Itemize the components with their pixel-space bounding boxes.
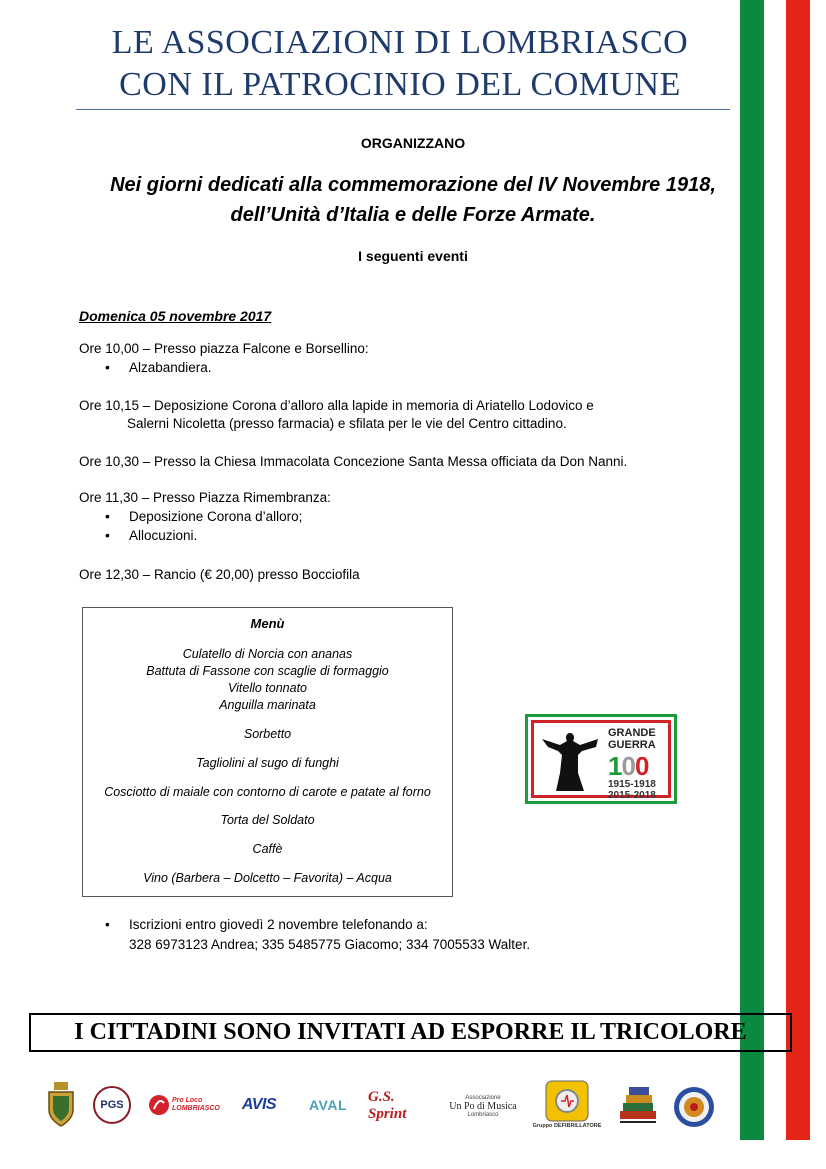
un-po-top-label: Associazione <box>465 1094 501 1101</box>
menu-box <box>82 607 453 897</box>
event-text-continued: Salerni Nicoletta (presso farmacia) e sfilata per le vie del Centro cittadino. <box>127 416 567 431</box>
menu-item: Torta del Soldato <box>220 813 315 827</box>
title-line-1: LE ASSOCIAZIONI DI LOMBRIASCO <box>111 24 689 61</box>
event-bullets <box>79 507 331 545</box>
menu-item: Anguilla marinata <box>219 698 316 712</box>
menu-title: Menù <box>250 616 285 631</box>
defibrillator-icon <box>544 1079 590 1123</box>
event-text: Ore 12,30 – Rancio (€ 20,00) presso Bocciofila <box>79 567 360 582</box>
date-heading: Domenica 05 novembre 2017 <box>79 308 272 324</box>
pgs-label: PGS <box>100 1099 124 1111</box>
gg-years-1: 1915-1918 <box>608 779 656 790</box>
event-text: Ore 10,30 – Presso la Chiesa Immacolata Concezione Santa Messa officiata da Don Nanni. <box>79 454 628 469</box>
books-icon <box>614 1081 662 1129</box>
registration-row <box>79 915 530 955</box>
aval-logo <box>302 1091 354 1119</box>
bullet-item: • Alzabandiera. <box>79 358 369 377</box>
seal-icon <box>673 1086 715 1128</box>
pgs-circle <box>93 1086 131 1124</box>
defibrillatore-logo <box>530 1075 604 1133</box>
event-1015 <box>79 397 594 433</box>
comune-crest-logo <box>45 1079 77 1129</box>
bullet-item: • Deposizione Corona d’alloro; <box>79 507 331 526</box>
menu-item: Sorbetto <box>243 727 292 741</box>
organizzano-label: ORGANIZZANO <box>360 135 466 151</box>
gs-sprint-label: G.S. Sprint <box>368 1089 407 1122</box>
un-po-bottom-label: Lombriasco <box>467 1111 499 1118</box>
un-po-di-musica-logo <box>442 1083 524 1129</box>
event-1230 <box>79 566 360 584</box>
defib-label: Gruppo DEFIBRILLATORE <box>532 1123 602 1129</box>
sponsor-logos <box>40 1075 730 1135</box>
subtitle-line-1: Nei giorni dedicati alla commemorazione del IV Novembre 1918, <box>110 174 716 196</box>
grande-guerra-logo <box>525 714 677 804</box>
grande-guerra-title <box>608 727 656 751</box>
header-divider <box>76 109 730 110</box>
subtitle <box>76 170 750 230</box>
un-po-label: Un Po di Musica <box>449 1100 517 1112</box>
event-1030 <box>79 453 627 471</box>
menu-item: Cosciotto di maiale con contorno di carote e patate al forno <box>104 785 431 799</box>
event-bullets <box>79 358 369 377</box>
biblioteca-logo <box>612 1079 664 1131</box>
gg-years <box>608 779 656 801</box>
title-line-2: CON IL PATROCINIO DEL COMUNE <box>119 66 681 103</box>
gg-number <box>608 751 648 782</box>
menu-item: Battuta di Fassone con scaglie di formaggio <box>146 664 389 678</box>
registration-info <box>79 915 530 955</box>
association-seal-logo <box>672 1085 716 1129</box>
flag-stripe-red <box>786 0 810 1140</box>
event-1130 <box>79 489 331 545</box>
registration-phones: 328 6973123 Andrea; 335 5485775 Giacomo; 334 7005533 Walter. <box>129 937 531 952</box>
page-title <box>60 22 740 106</box>
aval-label: AVAL <box>308 1097 348 1113</box>
gg-years-2: 2015-2018 <box>608 790 656 801</box>
subtitle-line-2: dell’Unità d’Italia e delle Forze Armate. <box>230 204 596 226</box>
menu-item: Vitello tonnato <box>228 681 307 695</box>
menu-item: Caffè <box>252 842 283 856</box>
winged-victory-icon <box>540 725 600 795</box>
gg-digit-1: 1 <box>608 751 622 781</box>
avis-logo <box>232 1093 286 1117</box>
tricolore-banner: I CITTADINI SONO INVITATI AD ESPORRE IL TRICOLORE <box>29 1013 792 1052</box>
gg-line-1: GRANDE <box>608 727 656 739</box>
bullet-icon: • <box>105 917 110 932</box>
pgs-logo <box>92 1085 132 1125</box>
pro-loco-icon <box>148 1094 170 1116</box>
gg-digit-3: 0 <box>634 751 649 781</box>
event-1000 <box>79 340 369 377</box>
avis-label: AVIS <box>241 1096 277 1113</box>
menu-item: Tagliolini al sugo di funghi <box>196 756 339 770</box>
grande-guerra-frame <box>531 720 671 801</box>
event-text: Ore 10,15 – Deposizione Corona d’alloro alla lapide in memoria di Ariatello Lodovico e <box>79 398 594 413</box>
crest-icon <box>46 1080 76 1128</box>
event-text: Ore 10,00 – Presso piazza Falcone e Borsellino: <box>79 341 369 356</box>
gs-sprint-logo <box>368 1089 432 1122</box>
pro-loco-logo <box>147 1089 220 1121</box>
gg-digit-2: 0 <box>621 751 635 781</box>
flag-stripe-white <box>764 0 786 1140</box>
pro-loco-label: Pro Loco LOMBRIASCO <box>172 1097 220 1112</box>
menu-item: Culatello di Norcia con ananas <box>182 647 353 661</box>
registration-line-1: Iscrizioni entro giovedì 2 novembre telefonando a: <box>129 917 428 932</box>
gg-line-2: GUERRA <box>608 739 656 751</box>
events-intro: I seguenti eventi <box>358 248 468 264</box>
event-text: Ore 11,30 – Presso Piazza Rimembranza: <box>79 490 331 505</box>
bullet-item: • Allocuzioni. <box>79 526 331 545</box>
menu-item: Vino (Barbera – Dolcetto – Favorita) – Acqua <box>143 871 392 885</box>
